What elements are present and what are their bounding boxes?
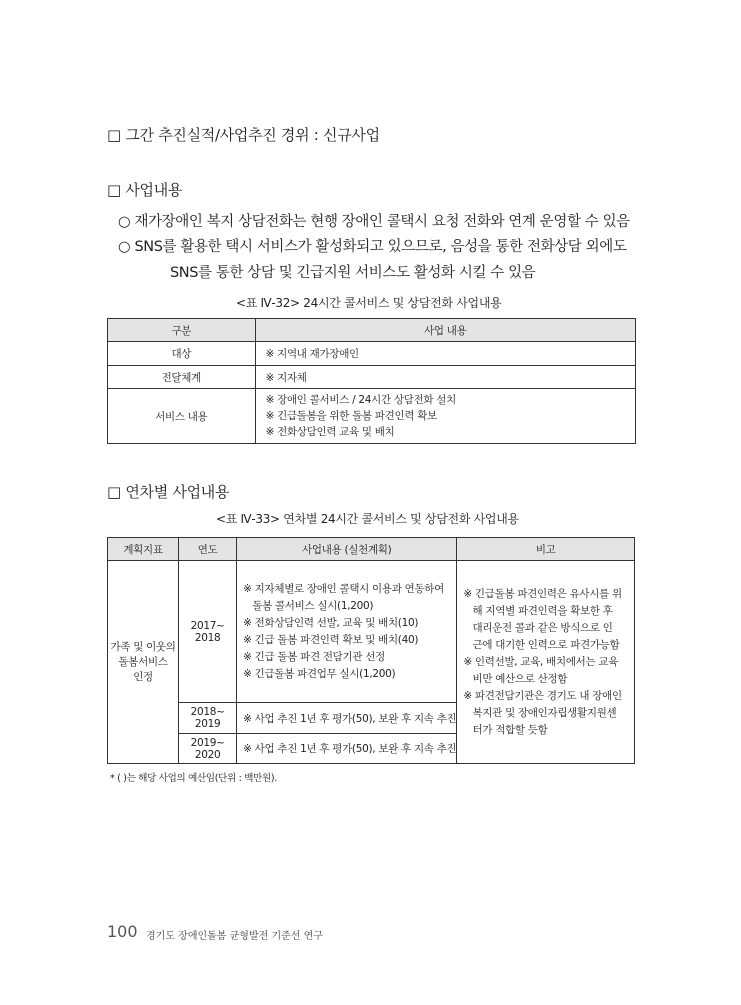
plan-item: 돌봄 콜서비스 실시(1,200): [243, 599, 374, 612]
table1-row-label: 전달체계: [108, 366, 256, 389]
table1-item: ※ 지역내 재가장애인: [265, 348, 359, 360]
table2-indicator-cell: [108, 561, 179, 764]
table1-row-label: 서비스 내용: [108, 389, 256, 444]
indicator-line: 가족 및 이웃의: [110, 640, 176, 653]
content-item-1: ○ 재가장애인 복지 상담전화는 현행 장애인 콜택시 요청 전화와 연계 운영할 수 있음: [118, 214, 630, 230]
table1-row-label: 대상: [108, 342, 256, 366]
page-number: 100: [107, 922, 138, 941]
section-heading-history: □ 그간 추진실적/사업추진 경위 : 신규사업: [107, 126, 380, 144]
table2-header-year: 연도: [179, 538, 237, 561]
table2-plan-cell: [237, 734, 457, 764]
note-line: ※ 긴급돌봄 파견인력은 유사시를 위: [463, 587, 622, 600]
note-line: 복지관 및 장애인자립생활지원센: [463, 706, 617, 719]
content-item-2: ○ SNS를 활용한 택시 서비스가 활성화되고 있으므로, 음성을 통한 전화상담 외에도: [118, 239, 627, 255]
table1-item: ※ 긴급돌봄을 위한 돌봄 파견인력 확보: [265, 410, 437, 422]
table1-caption: <표 Ⅳ-32> 24시간 콜서비스 및 상담전화 사업내용: [236, 296, 502, 310]
note-line: 대리운전 콜과 같은 방식으로 인: [463, 621, 613, 634]
table2-footnote: * ( )는 해당 사업의 예산임(단위 : 백만원).: [110, 773, 278, 784]
table1-item: ※ 장애인 콜서비스 / 24시간 상담전화 설치: [265, 394, 456, 406]
table1-item: ※ 전화상담인력 교육 및 배치: [265, 426, 395, 438]
plan-item: ※ 사업 추진 1년 후 평가(50), 보완 후 지속 추진: [243, 743, 457, 755]
note-line: ※ 인력선발, 교육, 배치에서는 교육: [463, 655, 619, 668]
table2-plan-cell: [237, 561, 457, 703]
note-line: 비만 예산으로 산정함: [463, 672, 568, 685]
plan-item: ※ 지자체별로 장애인 콜택시 이용과 연동하여: [243, 582, 444, 595]
plan-item: ※ 긴급돌봄 파견업무 실시(1,200): [243, 667, 396, 680]
plan-item: ※ 전화상담인력 선발, 교육 및 배치(10): [243, 616, 419, 629]
table1-row-content: [255, 366, 635, 389]
table2-caption: <표 Ⅳ-33> 연차별 24시간 콜서비스 및 상담전화 사업내용: [216, 512, 519, 526]
table1-row-content: [255, 389, 635, 444]
table2-header-plan: 사업내용 (실천계획): [237, 538, 457, 561]
section-heading-content: □ 사업내용: [107, 181, 183, 199]
table1-row-content: [255, 342, 635, 366]
table2-year-cell: 2019~ 2020: [179, 734, 237, 764]
table-service-content: [107, 318, 636, 444]
note-line: ※ 파견전담기관은 경기도 내 장애인: [463, 689, 622, 702]
table2-notes-cell: [457, 561, 635, 764]
table2-plan-cell: [237, 703, 457, 734]
table-yearly-plan: [107, 537, 635, 764]
footer-title: 경기도 장애인돌봄 균형발전 기준선 연구: [146, 931, 323, 942]
note-line: 해 지역별 파견인력을 확보한 후: [463, 604, 613, 617]
table2-year-cell: 2018~ 2019: [179, 703, 237, 734]
indicator-line: 돌봄서비스: [118, 655, 168, 668]
section-heading-yearly: □ 연차별 사업내용: [107, 483, 230, 501]
plan-item: ※ 긴급 돌봄 파견인력 확보 및 배치(40): [243, 633, 419, 646]
table1-header-category: 구분: [108, 319, 256, 342]
plan-item: ※ 사업 추진 1년 후 평가(50), 보완 후 지속 추진: [243, 712, 457, 725]
table2-year-cell: 2017~ 2018: [179, 561, 237, 703]
indicator-line: 인정: [133, 670, 153, 683]
table1-item: ※ 지자체: [265, 371, 307, 384]
table2-header-notes: 비고: [457, 538, 635, 561]
content-item-2-cont: SNS를 통한 상담 및 긴급지원 서비스도 활성화 시킬 수 있음: [170, 265, 536, 281]
note-line: 근에 대기한 인력으로 파견가능함: [463, 638, 620, 651]
table1-header-content: 사업 내용: [255, 319, 635, 342]
note-line: 터가 적합할 듯함: [463, 723, 548, 736]
table2-header-indicator: 계획지표: [108, 538, 179, 561]
plan-item: ※ 긴급 돌봄 파견 전담기관 선정: [243, 650, 385, 663]
